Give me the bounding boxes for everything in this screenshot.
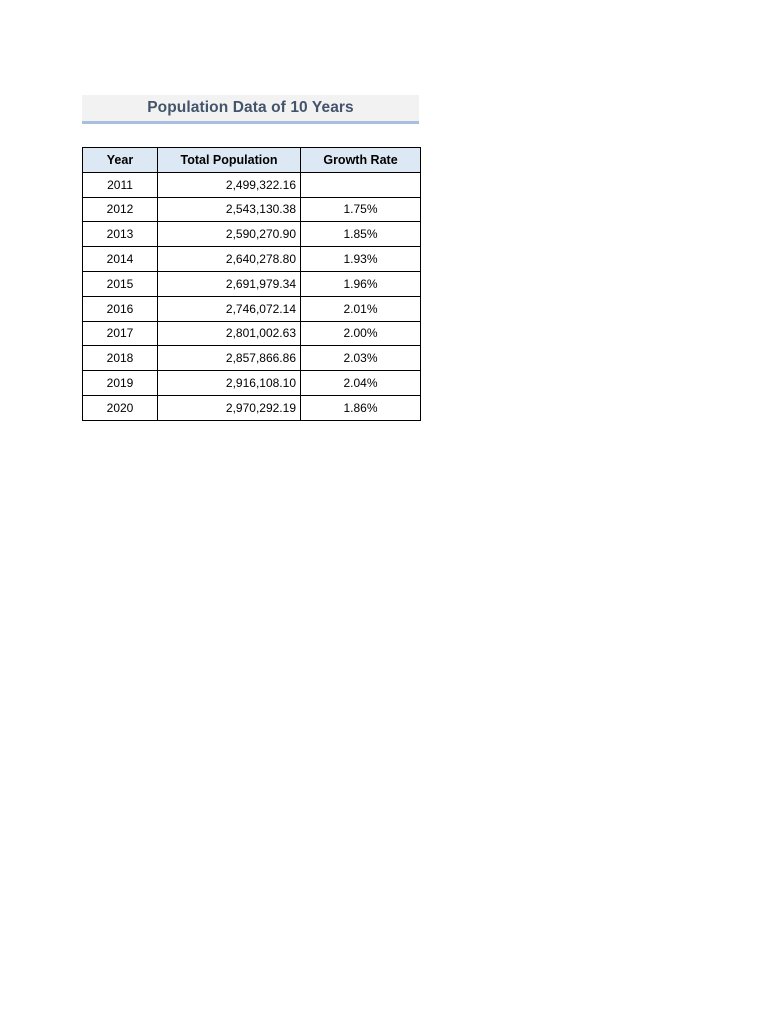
cell-population: 2,970,292.19 — [158, 395, 301, 420]
cell-population: 2,857,866.86 — [158, 346, 301, 371]
cell-population: 2,746,072.14 — [158, 296, 301, 321]
cell-year: 2013 — [83, 222, 158, 247]
cell-growth-rate: 1.75% — [301, 197, 421, 222]
cell-population: 2,499,322.16 — [158, 172, 301, 197]
table-row — [83, 197, 421, 222]
header-row — [83, 148, 421, 173]
cell-year: 2016 — [83, 296, 158, 321]
cell-growth-rate: 1.96% — [301, 271, 421, 296]
header-year: Year — [83, 148, 158, 173]
table-row — [83, 172, 421, 197]
cell-population: 2,801,002.63 — [158, 321, 301, 346]
cell-year: 2019 — [83, 371, 158, 396]
cell-growth-rate — [301, 172, 421, 197]
cell-growth-rate: 2.01% — [301, 296, 421, 321]
table-title: Population Data of 10 Years — [147, 99, 354, 116]
cell-year: 2017 — [83, 321, 158, 346]
cell-population: 2,691,979.34 — [158, 271, 301, 296]
population-table — [82, 147, 421, 421]
cell-population: 2,640,278.80 — [158, 247, 301, 272]
cell-growth-rate: 2.03% — [301, 346, 421, 371]
cell-population: 2,916,108.10 — [158, 371, 301, 396]
cell-growth-rate: 1.93% — [301, 247, 421, 272]
cell-growth-rate: 2.00% — [301, 321, 421, 346]
table-row — [83, 371, 421, 396]
cell-year: 2011 — [83, 172, 158, 197]
cell-growth-rate: 1.86% — [301, 395, 421, 420]
cell-year: 2015 — [83, 271, 158, 296]
cell-growth-rate: 2.04% — [301, 371, 421, 396]
cell-population: 2,543,130.38 — [158, 197, 301, 222]
cell-year: 2012 — [83, 197, 158, 222]
cell-growth-rate: 1.85% — [301, 222, 421, 247]
cell-year: 2018 — [83, 346, 158, 371]
table-row — [83, 296, 421, 321]
table-row — [83, 247, 421, 272]
table-row — [83, 321, 421, 346]
cell-year: 2020 — [83, 395, 158, 420]
table-row — [83, 346, 421, 371]
header-total-population: Total Population — [158, 148, 301, 173]
table-row — [83, 271, 421, 296]
table-row — [83, 395, 421, 420]
cell-year: 2014 — [83, 247, 158, 272]
header-growth-rate: Growth Rate — [301, 148, 421, 173]
table-title-bar — [82, 95, 419, 124]
table-row — [83, 222, 421, 247]
cell-population: 2,590,270.90 — [158, 222, 301, 247]
